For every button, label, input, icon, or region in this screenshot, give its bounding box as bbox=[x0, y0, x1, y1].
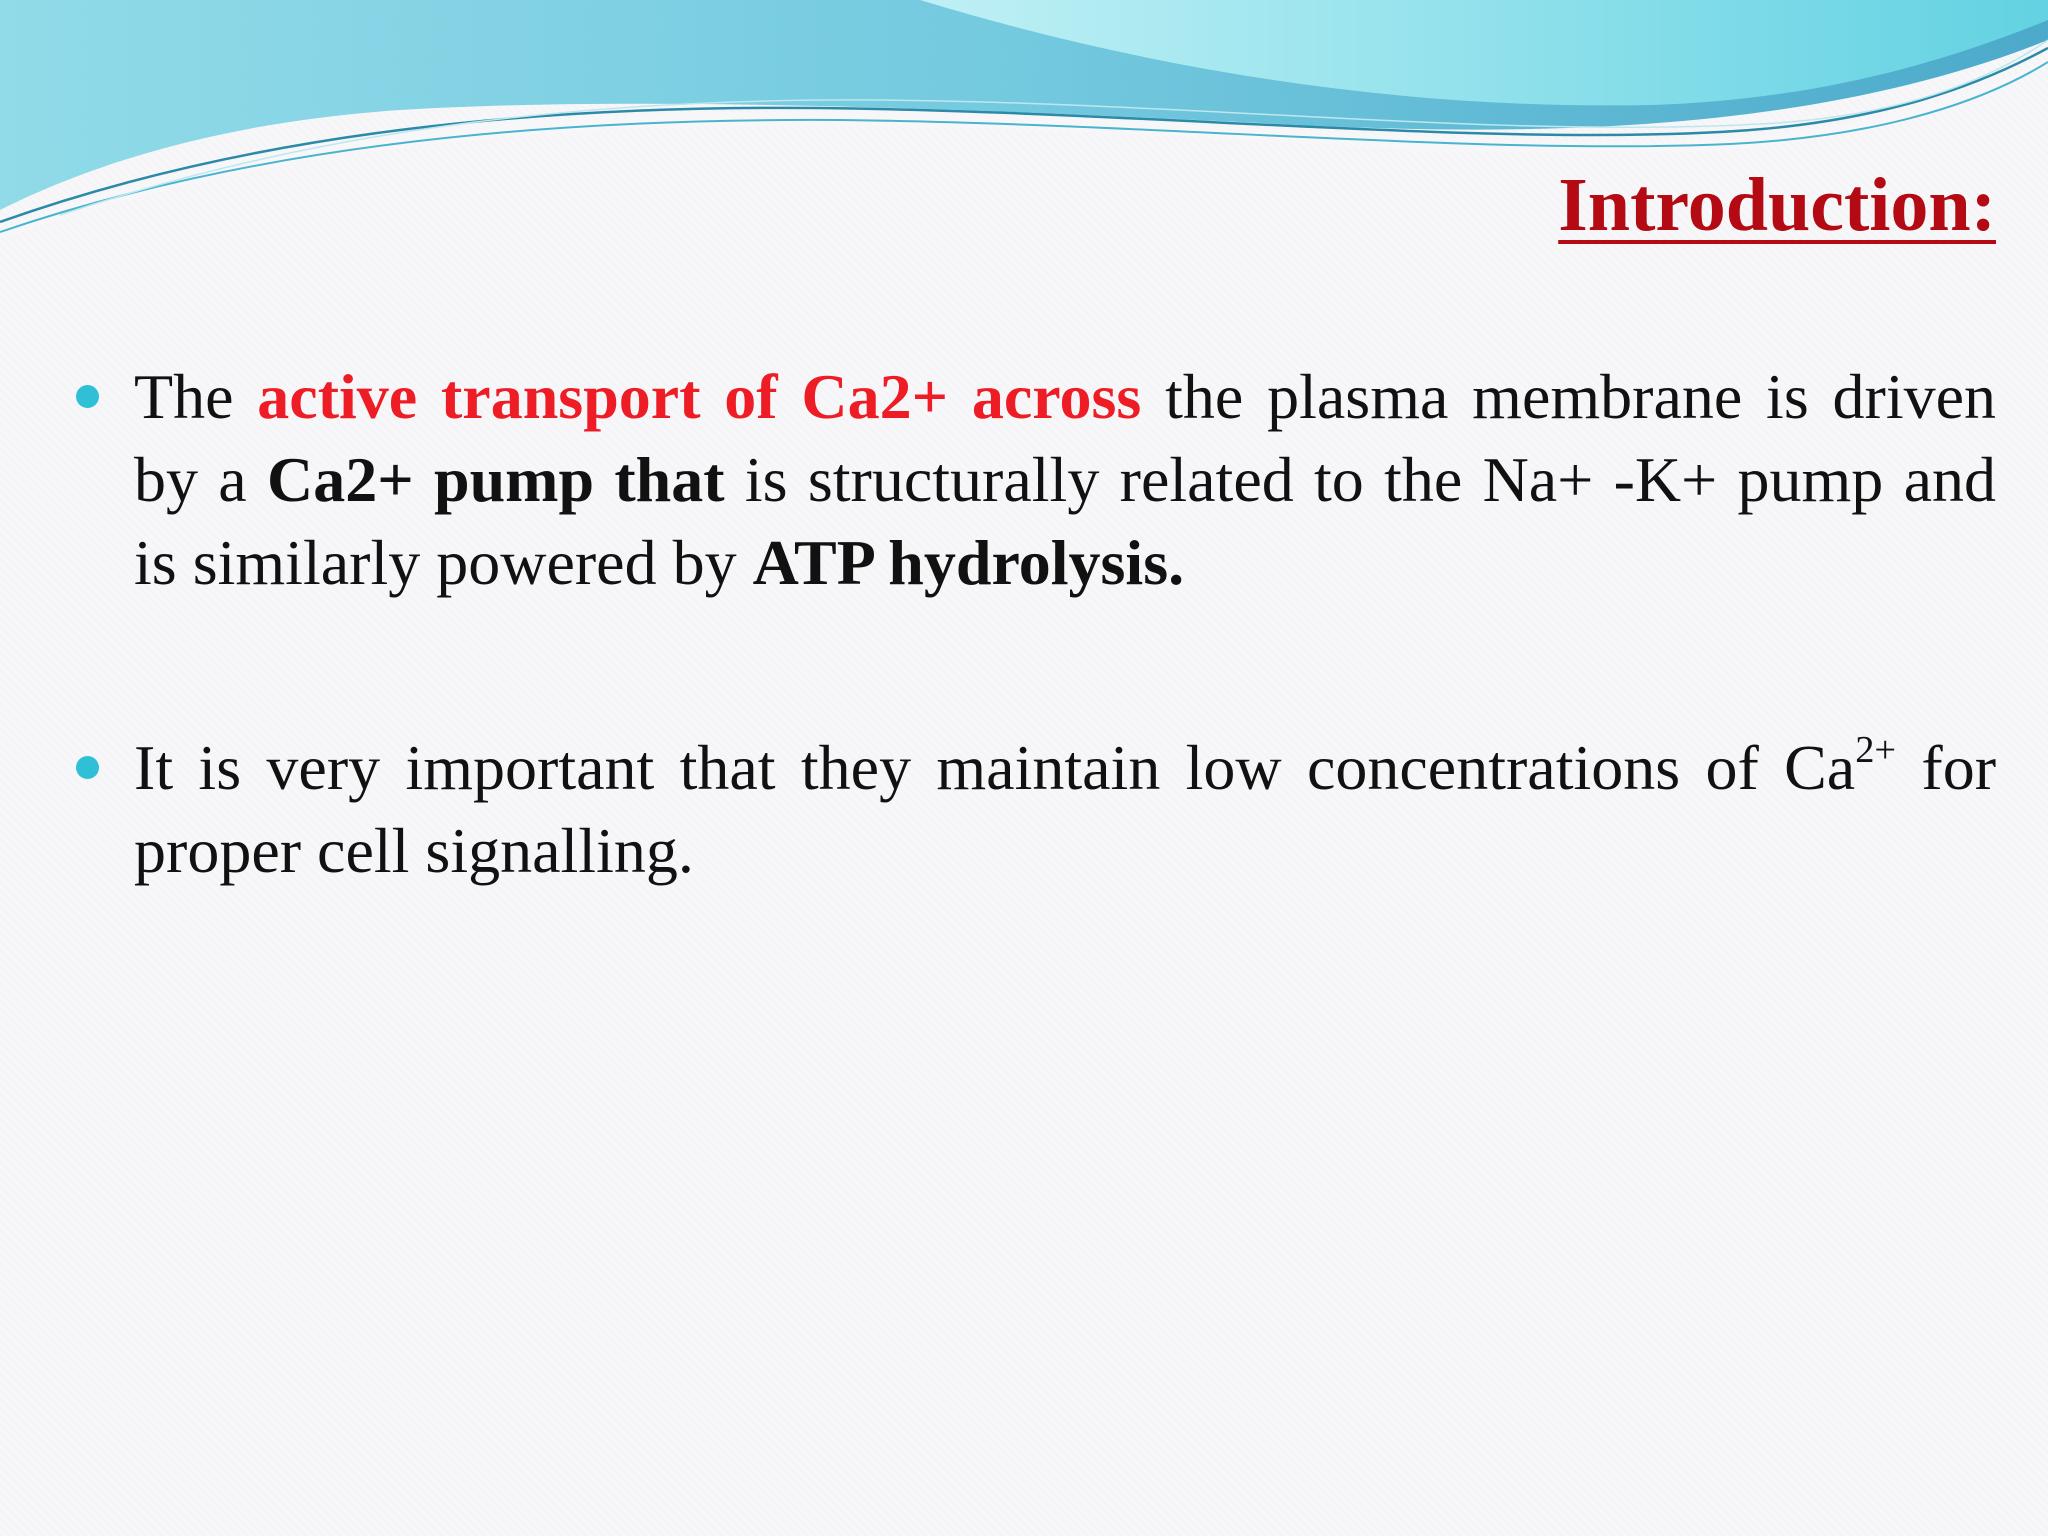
bullet-1-text-1: The bbox=[134, 361, 258, 432]
bullet-item-2 bbox=[72, 726, 1996, 892]
bullet-dot-icon bbox=[76, 385, 99, 408]
bullet-list bbox=[72, 355, 1996, 1014]
bullet-1-bold-1: Ca2+ pump that bbox=[267, 444, 725, 515]
bullet-2-text-1: It is very important that they maintain low concentrations of Ca bbox=[134, 732, 1856, 803]
bullet-1-highlight: active transport of Ca2+ across bbox=[257, 361, 1142, 432]
bullet-1-bold-2: ATP hydrolysis. bbox=[752, 527, 1185, 598]
bullet-dot-icon bbox=[76, 756, 99, 779]
bullet-2-superscript: 2+ bbox=[1855, 729, 1897, 772]
bullet-1-text-3: is structurally related to the Na+ -K+ pump and is similarly powered by bbox=[134, 444, 1997, 598]
bullet-2-text-2: for proper cell signalling. bbox=[134, 732, 1997, 886]
slide-title: Introduction: bbox=[1558, 163, 1996, 247]
bullet-item-1 bbox=[72, 355, 1996, 604]
bullet-1-text-2: the plasma membrane is driven by a bbox=[134, 361, 1997, 515]
